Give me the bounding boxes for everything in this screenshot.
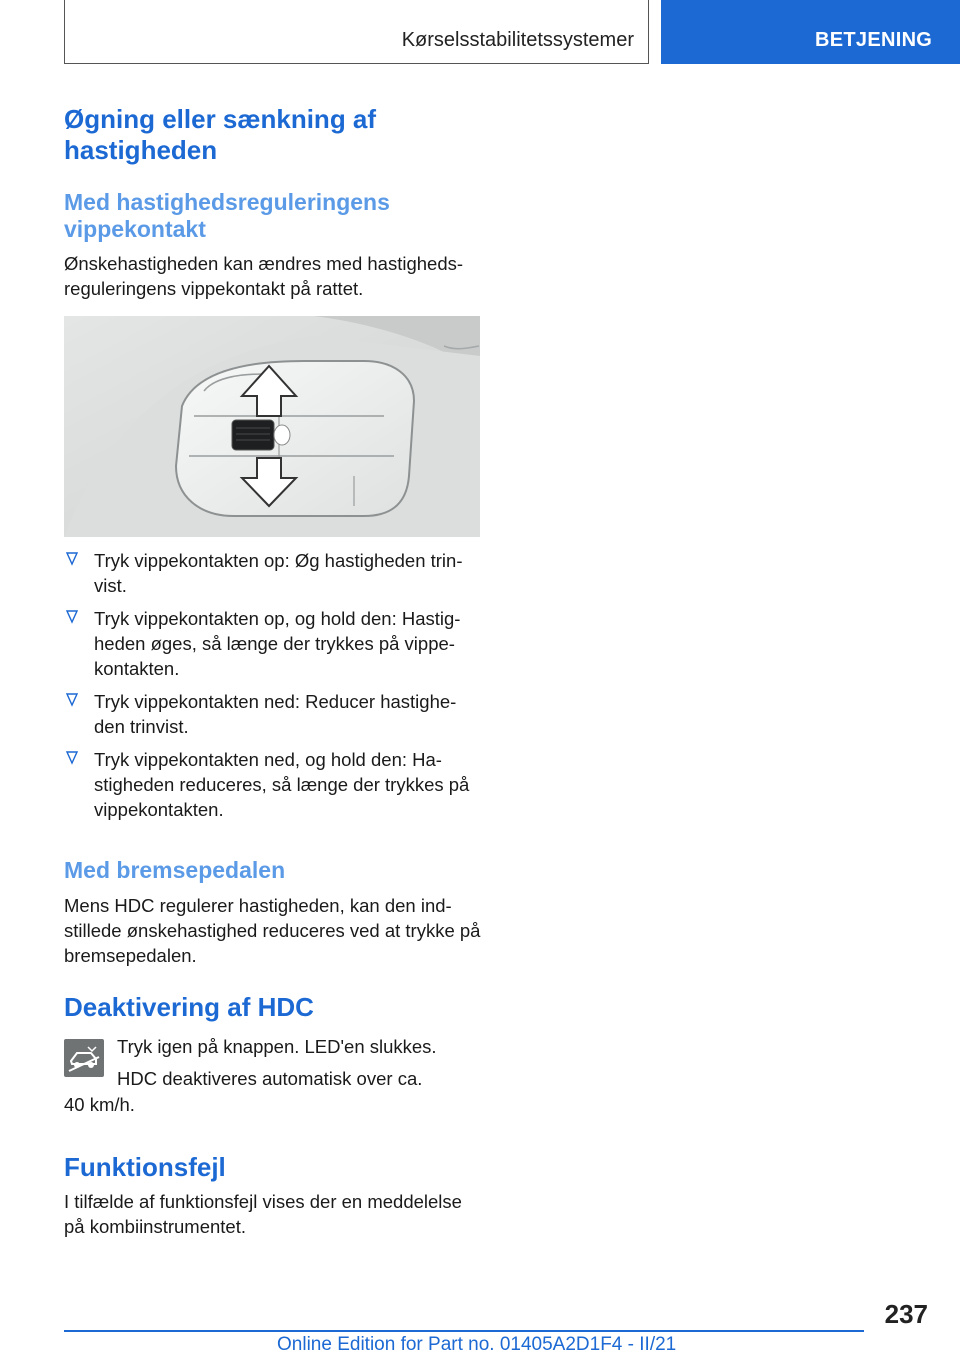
- page-number: 237: [884, 1299, 928, 1329]
- heading-malfunction: Funktionsfejl: [64, 1152, 226, 1182]
- edition-text: Online Edition for Part no. 01405A2D1F4 - II/21: [277, 1334, 677, 1355]
- list-item: [64, 689, 482, 739]
- heading-deactivate-hdc: Deaktivering af HDC: [64, 992, 314, 1022]
- bullet-list: [64, 548, 482, 830]
- paragraph-malfunction: I tilfælde af funktionsfejl vises der en meddelelse på kombiinstrumentet.: [64, 1191, 462, 1237]
- paragraph-deactivate-2: HDC deaktiveres automatisk over ca.: [117, 1068, 423, 1089]
- heading-brake-pedal: Med bremsepedalen: [64, 857, 286, 883]
- paragraph-deactivate-1: Tryk igen på knappen. LED'en slukkes.: [117, 1036, 437, 1057]
- steering-wheel-rocker-illustration: [64, 316, 480, 537]
- list-item-text: Tryk vippekontakten op: Øg hastigheden trin-vist.: [94, 550, 463, 596]
- triangle-bullet-icon: [66, 610, 78, 624]
- heading-rocker-switch: Med hastighedsreguleringens vippekontakt: [64, 189, 390, 242]
- list-item: [64, 606, 482, 681]
- paragraph-deactivate-3: 40 km/h.: [64, 1094, 135, 1115]
- triangle-bullet-icon: [66, 552, 78, 566]
- footer-divider: [64, 1330, 864, 1332]
- paragraph-brake: Mens HDC regulerer hastigheden, kan den ind-stillede ønskehastighed reduceres ved at trykke på bremsepedalen.: [64, 895, 481, 966]
- triangle-bullet-icon: [66, 693, 78, 707]
- list-item-text: Tryk vippekontakten ned: Reducer hastighe-den trinvist.: [94, 691, 457, 737]
- list-item: [64, 548, 482, 598]
- triangle-bullet-icon: [66, 751, 78, 765]
- list-item-text: Tryk vippekontakten op, og hold den: Hastig-heden øges, så længe der trykkes på vippe-kontakten.: [94, 608, 461, 679]
- header-box: [64, 0, 649, 64]
- hdc-button-icon: [64, 1039, 104, 1077]
- heading-speed-change: Øgning eller sænkning af hastigheden: [64, 104, 377, 165]
- paragraph-rocker: Ønskehastigheden kan ændres med hastigheds-reguleringens vippekontakt på rattet.: [64, 253, 464, 299]
- chapter-label: BETJENING: [815, 29, 933, 51]
- list-item: [64, 747, 482, 822]
- list-item-text: Tryk vippekontakten ned, og hold den: Ha-stigheden reduceres, så længe der trykkes på vippekontakten.: [94, 749, 470, 820]
- section-title: Kørselsstabilitetssystemer: [401, 29, 634, 51]
